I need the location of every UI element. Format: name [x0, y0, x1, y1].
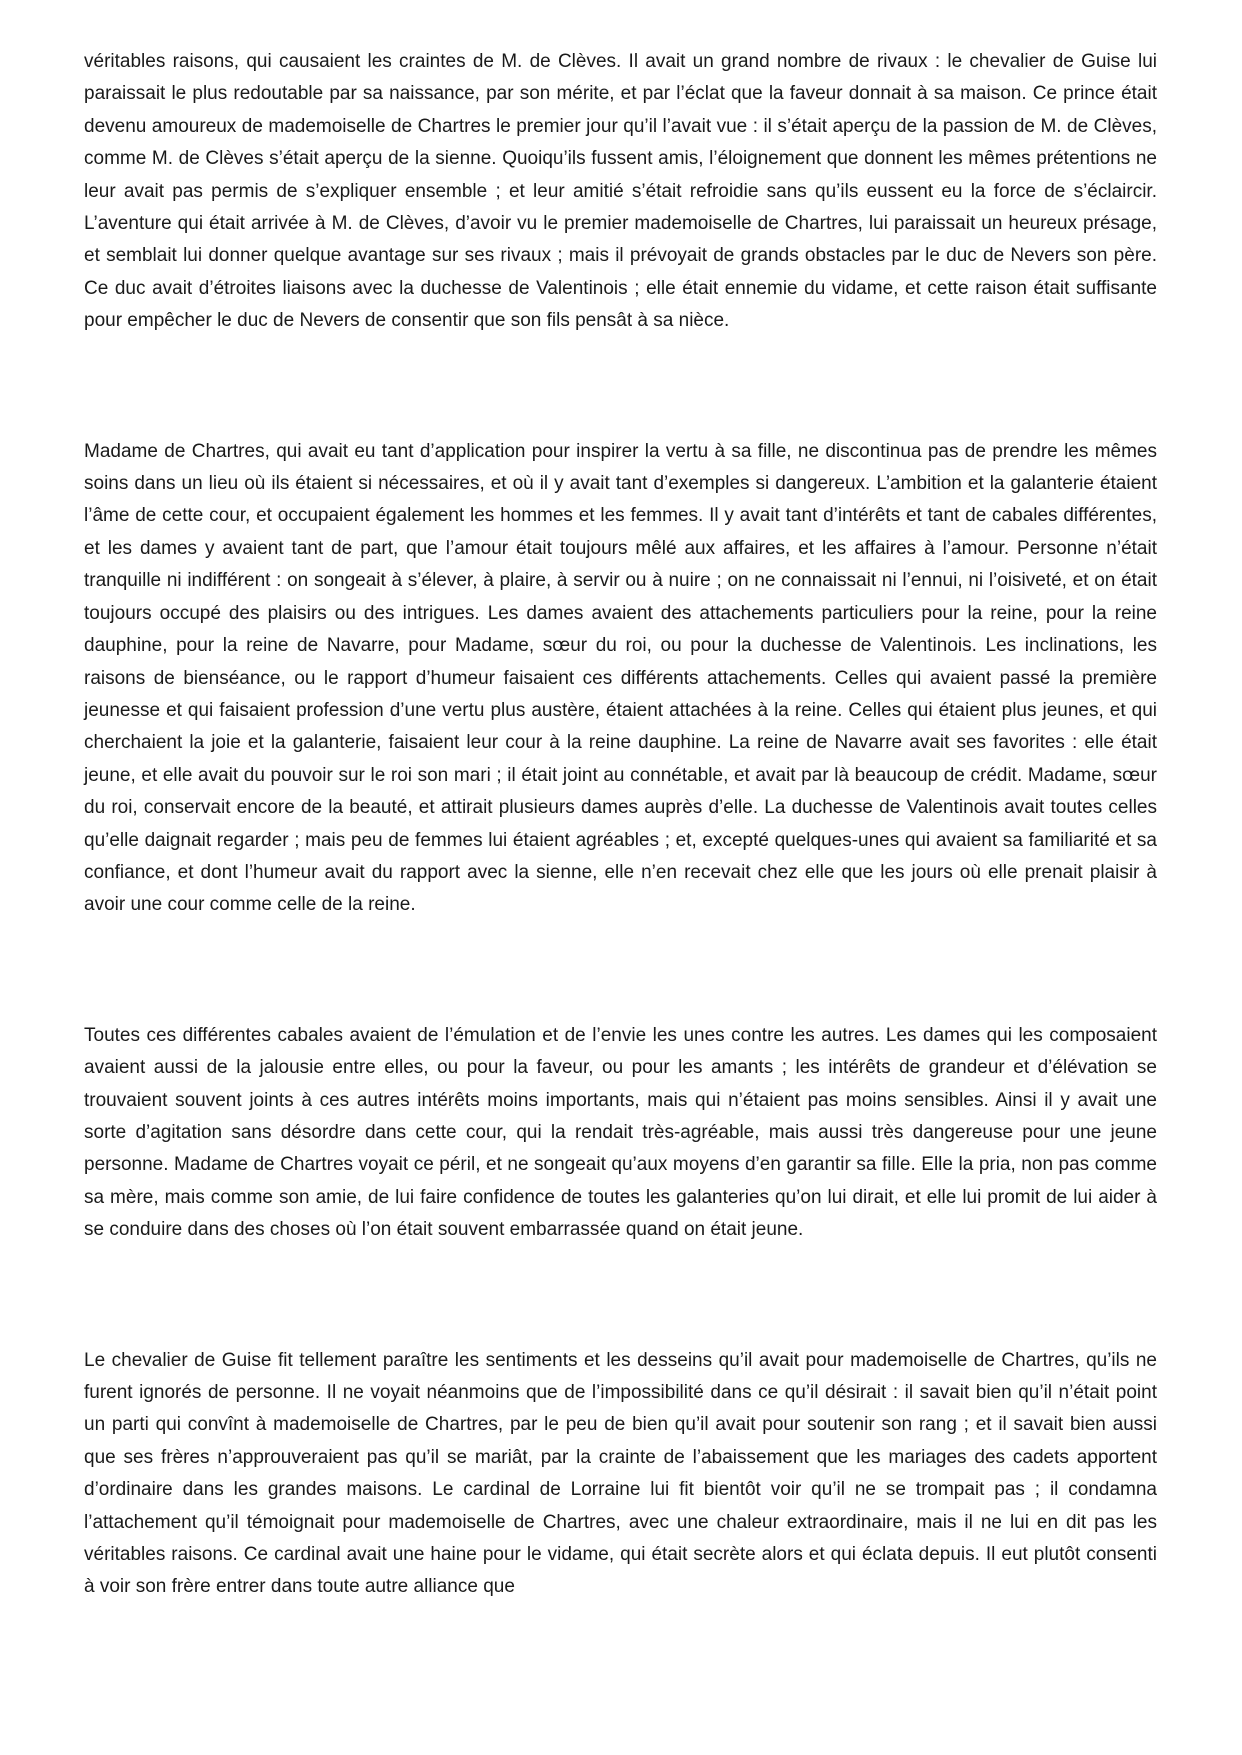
paragraph-3: Toutes ces différentes cabales avaient de l’émulation et de l’envie les unes contre les autres. Les dames qui les composaient avaient aussi de la jalousie entre elles, ou pour la faveur, ou pour les amants ; les intérêts de grandeur et d’élévation se trouvaient souvent joints à ces autres intérêts moins importants, mais qui n’étaient pas moins sensibles. Ainsi il y avait une sorte d’agitation sans désordre dans cette cour, qui la rendait très-agréable, mais aussi très dangereuse pour une jeune personne. Madame de Chartres voyait ce péril, et ne songeait qu’aux moyens d’en garantir sa fille. Elle la pria, non pas comme sa mère, mais comme son amie, de lui faire confidence de toutes les galanteries qu’on lui dirait, et elle lui promit de lui aider à se conduire dans des choses où l’on était souvent embarrassée quand on était jeune. — [84, 1024, 1157, 1241]
paragraph-1: véritables raisons, qui causaient les craintes de M. de Clèves. Il avait un grand nombre de rivaux : le chevalier de Guise lui paraissait le plus redoutable par sa naissance, par son mérite, et par l’éclat que la faveur donnait à sa maison. Ce prince était devenu amoureux de mademoiselle de Chartres le premier jour qu’il l’avait vue : il s’était aperçu de la passion de M. de Clèves, comme M. de Clèves s’était aperçu de la sienne. Quoiqu’ils fussent amis, l’éloignement que donnent les mêmes prétentions ne leur avait pas permis de s’expliquer ensemble ; et leur amitié s’était refroidie sans qu’ils eussent eu la force de s’éclaircir. L’aventure qui était arrivée à M. de Clèves, d’avoir vu le premier mademoiselle de Chartres, lui paraissait un heureux présage, et semblait lui donner quelque avantage sur ses rivaux ; mais il prévoyait de grands obstacles par le duc de Nevers son père. Ce duc avait d’étroites liaisons avec la duchesse de Valentinois ; elle était ennemie du vidame, et cette raison était suffisante pour empêcher le duc de Nevers de consentir que son fils pensât à sa nièce. — [84, 51, 1157, 332]
paragraph-2: Madame de Chartres, qui avait eu tant d’application pour inspirer la vertu à sa fille, ne discontinua pas de prendre les mêmes soins dans un lieu où ils étaient si nécessaires, et où il y avait tant d’exemples si dangereux. L’ambition et la galanterie étaient l’âme de cette cour, et occupaient également les hommes et les femmes. Il y avait tant d’intérêts et tant de cabales différentes, et les dames y avaient tant de part, que l’amour était toujours mêlé aux affaires, et les affaires à l’amour. Personne n’était tranquille ni indifférent : on songeait à s’élever, à plaire, à servir ou à nuire ; on ne connaissait ni l’ennui, ni l’oisiveté, et on était toujours occupé des plaisirs ou des intrigues. Les dames avaient des attachements particuliers pour la reine, pour la reine dauphine, pour la reine de Navarre, pour Madame, sœur du roi, ou pour la duchesse de Valentinois. Les inclinations, les raisons de bienséance, ou le rapport d’humeur faisaient ces différents attachements. Celles qui avaient passé la première jeunesse et qui faisaient profession d’une vertu plus austère, étaient attachées à la reine. Celles qui étaient plus jeunes, et qui cherchaient la joie et la galanterie, faisaient leur cour à la reine dauphine. La reine de Navarre avait ses favorites : elle était jeune, et elle avait du pouvoir sur le roi son mari ; il était joint au connétable, et avait par là beaucoup de crédit. Madame, sœur du roi, conservait encore de la beauté, et attirait plusieurs dames auprès d’elle. La duchesse de Valentinois avait toutes celles qu’elle daignait regarder ; mais peu de femmes lui étaient agréables ; et, excepté quelques-unes qui avaient sa familiarité et sa confiance, et dont l’humeur avait du rapport avec la sienne, elle n’en recevait chez elle que les jours où elle prenait plaisir à avoir une cour comme celle de la reine. — [84, 440, 1157, 916]
paragraph-gap — [84, 338, 1157, 436]
paragraph-gap — [84, 922, 1157, 1020]
paragraph-gap — [84, 1247, 1157, 1345]
paragraph-4: Le chevalier de Guise fit tellement paraître les sentiments et les desseins qu’il avait pour mademoiselle de Chartres, qu’ils ne furent ignorés de personne. Il ne voyait néanmoins que de l’impossibilité dans ce qu’il désirait : il savait bien qu’il n’était point un parti qui convînt à mademoiselle de Chartres, par le peu de bien qu’il avait pour soutenir son rang ; et il savait bien aussi que ses frères n’approuveraient pas qu’il se mariât, par la crainte de l’abaissement que les mariages des cadets apportent d’ordinaire dans les grandes maisons. Le cardinal de Lorraine lui fit bientôt voir qu’il ne se trompait pas ; il condamna l’attachement qu’il témoignait pour mademoiselle de Chartres, avec une chaleur extraordinaire, mais il ne lui en dit pas les véritables raisons. Ce cardinal avait une haine pour le vidame, qui était secrète alors et qui éclata depuis. Il eut plutôt consenti à voir son frère entrer dans toute autre alliance que — [84, 1349, 1157, 1598]
document-page — [84, 46, 1157, 1604]
